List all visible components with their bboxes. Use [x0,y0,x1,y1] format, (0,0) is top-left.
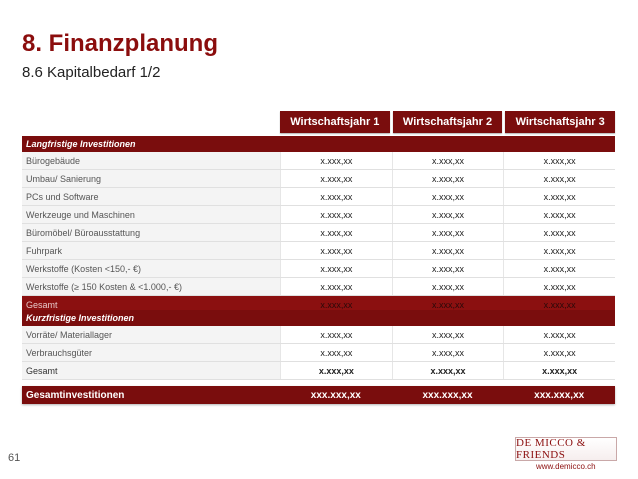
cell-value: x.xxx,xx [392,362,504,379]
cell-value: x.xxx,xx [392,242,504,259]
page-title: 8. Finanzplanung [22,30,218,57]
website-link[interactable]: www.demicco.ch [536,462,596,471]
row-label: Vorräte/ Materiallager [22,326,280,343]
section-header-short-term [22,310,615,326]
company-logo: DE MICCO & FRIENDS [515,437,617,461]
cell-value: xxx.xxx,xx [534,389,585,401]
cell-value: x.xxx,xx [503,296,615,313]
cell-value: x.xxx,xx [503,206,615,223]
page-subtitle: 8.6 Kapitalbedarf 1/2 [22,64,161,81]
row-label: PCs und Software [22,188,280,205]
row-label: Fuhrpark [22,242,280,259]
cell-value: x.xxx,xx [392,326,504,343]
column-headers [280,111,615,133]
row-label: Bürogebäude [22,152,280,169]
table-row [22,344,615,362]
row-label: Werkstoffe (Kosten <150,- €) [22,260,280,277]
cell-value: xxx.xxx,xx [310,389,361,401]
cell-value: x.xxx,xx [280,206,392,223]
section-header-long-term [22,136,615,152]
row-label: Gesamt [22,362,280,379]
row-label: Umbau/ Sanierung [22,170,280,187]
table-row [22,326,615,344]
cell-value: xxx.xxx,xx [422,389,473,401]
cell-value: x.xxx,xx [280,296,392,313]
cell-value: x.xxx,xx [392,344,504,361]
cell-value: x.xxx,xx [280,224,392,241]
row-label: Verbrauchsgüter [22,344,280,361]
table-row [22,260,615,278]
cell-value: x.xxx,xx [280,326,392,343]
short-term-table [22,310,615,380]
cell-value: x.xxx,xx [392,224,504,241]
cell-value: x.xxx,xx [503,152,615,169]
cell-value: x.xxx,xx [280,278,392,295]
section-label: Kurzfristige Investitionen [22,310,280,326]
row-label: Werkstoffe (≥ 150 Kosten & <1.000,- €) [22,278,280,295]
cell-value: x.xxx,xx [280,188,392,205]
cell-value: x.xxx,xx [392,152,504,169]
cell-value: x.xxx,xx [280,152,392,169]
table-row [22,278,615,296]
row-label: Gesamtinvestitionen [26,389,125,401]
cell-value: x.xxx,xx [503,326,615,343]
cell-value: x.xxx,xx [280,260,392,277]
table-row [22,224,615,242]
cell-value: x.xxx,xx [503,224,615,241]
cell-value: x.xxx,xx [280,344,392,361]
table-row [22,170,615,188]
cell-value: x.xxx,xx [280,362,392,379]
table-row [22,152,615,170]
cell-value: x.xxx,xx [392,188,504,205]
cell-value: x.xxx,xx [503,278,615,295]
cell-value: x.xxx,xx [503,188,615,205]
cell-value: x.xxx,xx [503,362,615,379]
cell-value: x.xxx,xx [280,242,392,259]
section-label: Langfristige Investitionen [22,136,280,152]
page-number: 61 [8,452,21,464]
cell-value: x.xxx,xx [392,296,504,313]
cell-value: x.xxx,xx [503,344,615,361]
cell-value: x.xxx,xx [503,260,615,277]
cell-value: x.xxx,xx [392,206,504,223]
cell-value: x.xxx,xx [392,260,504,277]
row-label: Büromöbel/ Büroausstattung [22,224,280,241]
row-label: Werkzeuge und Maschinen [22,206,280,223]
grand-total-row [22,386,615,404]
table-row [22,206,615,224]
table-row [22,242,615,260]
short-term-total-row [22,362,615,380]
cell-value: x.xxx,xx [392,170,504,187]
cell-value: x.xxx,xx [503,242,615,259]
table-row [22,188,615,206]
row-label: Gesamt [22,296,280,313]
long-term-table [22,136,615,313]
header-year-1: Wirtschaftsjahr 1 [280,111,390,133]
header-year-2: Wirtschaftsjahr 2 [393,111,503,133]
cell-value: x.xxx,xx [503,170,615,187]
header-year-3: Wirtschaftsjahr 3 [505,111,615,133]
cell-value: x.xxx,xx [392,278,504,295]
cell-value: x.xxx,xx [280,170,392,187]
